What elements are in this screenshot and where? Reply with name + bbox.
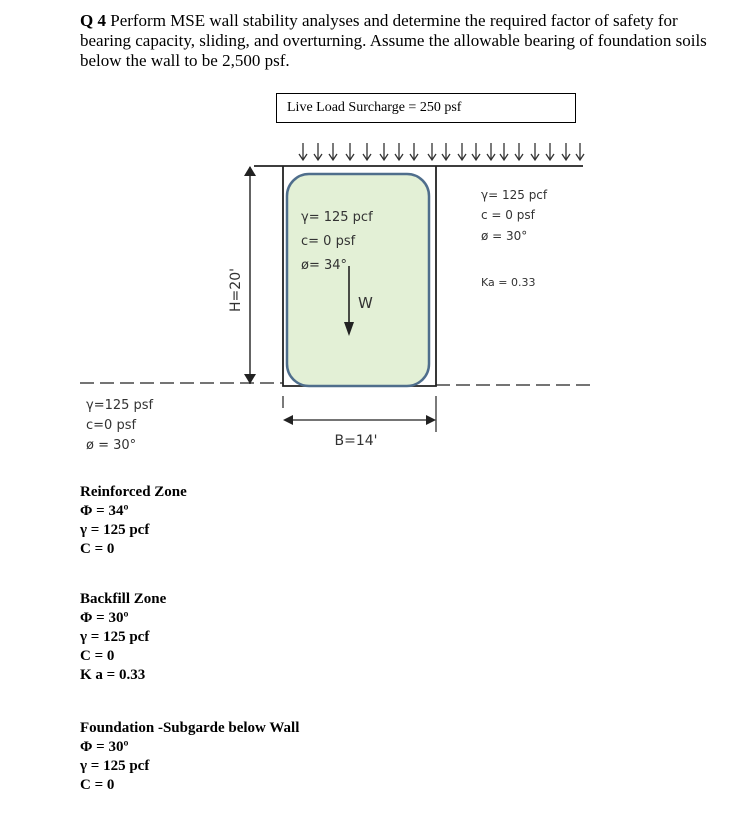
foundation-phi: Φ = 30º [80, 739, 129, 755]
surcharge-label: Live Load Surcharge = 250 psf [287, 100, 462, 115]
backfill-ka-note: Ka = 0.33 [481, 276, 536, 289]
reinforced-gamma-note: γ= 125 pcf [301, 210, 373, 225]
reinforced-zone-props [80, 483, 187, 559]
foundation-c: C = 0 [80, 777, 115, 793]
foundation-zone-props [80, 719, 299, 795]
width-label: B=14' [334, 433, 378, 449]
backfill-c: C = 0 [80, 648, 115, 664]
weight-label: W [358, 294, 373, 312]
reinforced-c: C = 0 [80, 541, 115, 557]
backfill-phi: Φ = 30º [80, 610, 129, 626]
width-arrow-right [426, 415, 436, 425]
backfill-zone-props [80, 590, 166, 685]
backfill-gamma-note: γ= 125 pcf [481, 188, 548, 202]
question-number: Q 4 [80, 11, 106, 30]
backfill-zone-title: Backfill Zone [80, 591, 167, 607]
reinforced-phi-note: ø= 34° [301, 258, 348, 273]
foundation-gamma-note: γ=125 psf [86, 398, 154, 413]
reinforced-zone-title: Reinforced Zone [80, 484, 187, 500]
height-arrow-top [244, 166, 256, 176]
backfill-ka: K a = 0.33 [80, 667, 146, 683]
width-arrow-left [283, 415, 293, 425]
backfill-c-note: c = 0 psf [481, 208, 535, 222]
foundation-zone-title: Foundation -Subgarde below Wall [80, 720, 300, 736]
foundation-phi-note: ø = 30° [86, 438, 137, 453]
height-label: H=20' [228, 268, 244, 312]
foundation-c-note: c=0 psf [86, 418, 137, 433]
backfill-gamma: γ = 125 pcf [80, 629, 150, 645]
surcharge-arrows [299, 143, 584, 160]
reinforced-gamma: γ = 125 pcf [80, 522, 150, 538]
reinforced-c-note: c= 0 psf [301, 234, 356, 249]
question-body: Perform MSE wall stability analyses and determine the required factor of safety for bearing capacity, sliding, and overturning. Assume the allowable bearing of foundation soils below the wall to be 2,500 psf. [80, 11, 707, 70]
backfill-phi-note: ø = 30° [481, 229, 528, 243]
reinforced-phi: Φ = 34º [80, 503, 129, 519]
mse-wall-body [287, 174, 429, 386]
foundation-gamma: γ = 125 pcf [80, 758, 150, 774]
